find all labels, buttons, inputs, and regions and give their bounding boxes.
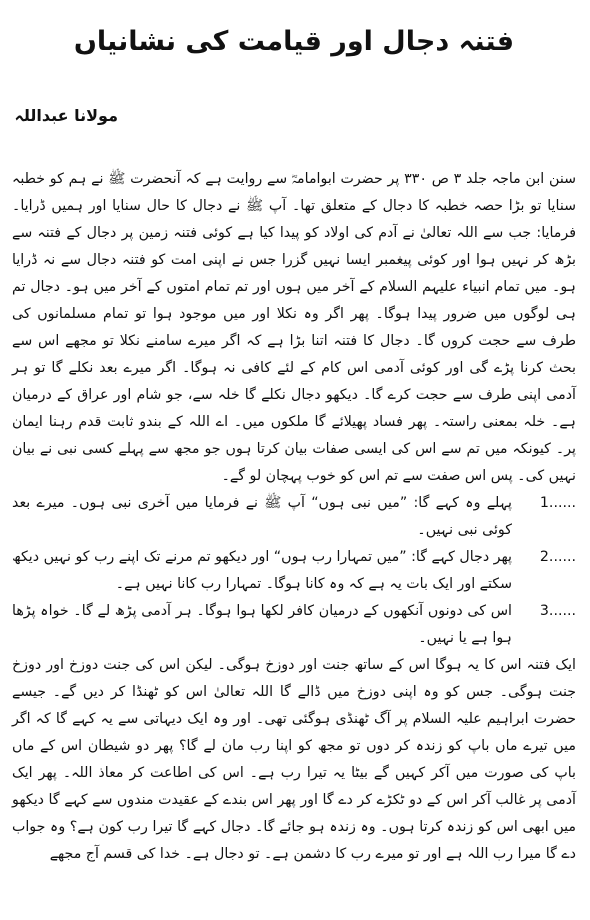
list-item-number: 3...... [539,603,576,619]
author-name: مولانا عبداللہ [14,106,118,125]
article-body [12,166,576,868]
paragraph-fitna: ایک فتنہ اس کا یہ ہوگا اس کے ساتھ جنت اور دوزخ ہوگی۔ لیکن اس کی جنت دوزخ اور دوزخ جنت ہوگی۔ جس کو وہ اپنی دوزخ میں ڈالے گا اللہ تعالیٰ اس کو ٹھنڈا کر دیں گے۔ جیسے حضرت ابراہیم علیہ السلام پر آگ ٹھنڈی ہوگئی تھی۔ اور وہ ایک دیہاتی سے یہ کہے گا کہ اگر میں تیرے ماں باپ کو زندہ کر دوں تو مجھ کو اپنا رب مان لے گا؟ پھر دو شیطان اس کے ماں باپ کی صورت میں آکر کہیں گے بیٹا یہ تیرا رب ہے۔ اس کی اطاعت کر معاذ اللہ۔ پھر ایک آدمی پر غالب آکر اس کے دو ٹکڑے کر دے گا اور پھر اس بندے کے عقیدت مندوں سے کہے گا دیکھو میں ابھی اس کو زندہ کرتا ہوں۔ وہ زندہ ہو جائے گا۔ دجال کہے گا تیرا رب کون ہے؟ وہ جواب دے گا میرا رب اللہ ہے اور تو میرے رب کا دشمن ہے۔ تو دجال ہے۔ خدا کی قسم آج مجھے [12,657,576,862]
list-item-text: اس کی دونوں آنکھوں کے درمیان کافر لکھا ہوا ہوگا۔ ہر آدمی پڑھ لے گا۔ خواہ پڑھا ہوا ہے یا نہیں۔ [12,603,512,646]
list-item-number: 1...... [539,495,576,511]
article-title: فتنہ دجال اور قیامت کی نشانیاں [73,26,515,57]
paragraph-intro: سنن ابن ماجہ جلد ۳ ص ۳۳۰ پر حضرت ابوامامہؓ سے روایت ہے کہ آنحضرت ﷺ نے ہم کو خطبہ سنایا تو بڑا حصہ خطبہ کا دجال کے متعلق تھا۔ آپ ﷺ نے دجال کا حال سنایا اور ہمیں ڈرایا۔ فرمایا: جب سے اللہ تعالیٰ نے آدم کی اولاد کو پیدا کیا ہے کوئی فتنہ زمین پر دجال کے فتنہ سے بڑھ کر نہیں ہوا اور کوئی پیغمبر ایسا نہیں گزرا جس نے اپنی امت کو فتنہ دجال سے نہ ڈرایا ہو۔ میں تمام انبیاء علیہم السلام کے آخر میں ہوں اور تم تمام امتوں کے آخر میں ہو۔ دجال تم ہی لوگوں میں ضرور پیدا ہوگا۔ پھر اگر وہ نکلا اور میں موجود ہوا تو تمام مسلمانوں کی طرف سے حجت کروں گا۔ دجال کا فتنہ اتنا بڑا ہے کہ اگر میرے سامنے نکلا تو مجھے اس سے بحث کرنا پڑے گی اور کوئی آدمی اس کام کے لئے کافی نہ ہوگا۔ اگر میرے بعد نکلے گا تو ہر آدمی اپنی طرف سے حجت کرے گا۔ دیکھو دجال نکلے گا خلہ سے، جو شام اور عراق کے درمیان ہے۔ خلہ بمعنی راستہ۔ پھر فساد پھیلائے گا ملکوں میں۔ اے اللہ کے بندو ثابت قدم رہنا ایمان پر۔ کیونکہ میں تم سے اس کی ایسی صفات بیان کرتا ہوں جو مجھ سے پہلے کسی نبی نے بیان نہیں کی۔ پس اس صفت سے تم اس کو خوب پہچان لو گے۔ [12,171,576,484]
list-item-number: 2...... [539,549,576,565]
list-item [12,544,576,598]
list-item [12,490,576,544]
list-item-text: پہلے وہ کہے گا: ”میں نبی ہوں“ آپ ﷺ نے فرمایا میں آخری نبی ہوں۔ میرے بعد کوئی نبی نہیں۔ [12,495,512,538]
list-item [12,598,576,652]
list-item-text: پھر دجال کہے گا: ”میں تمہارا رب ہوں“ اور دیکھو تم مرنے تک اپنے رب کو نہیں دیکھ سکتے اور ایک بات یہ ہے کہ وہ کانا ہوگا۔ تمہارا رب کانا نہیں ہے۔ [12,549,512,592]
